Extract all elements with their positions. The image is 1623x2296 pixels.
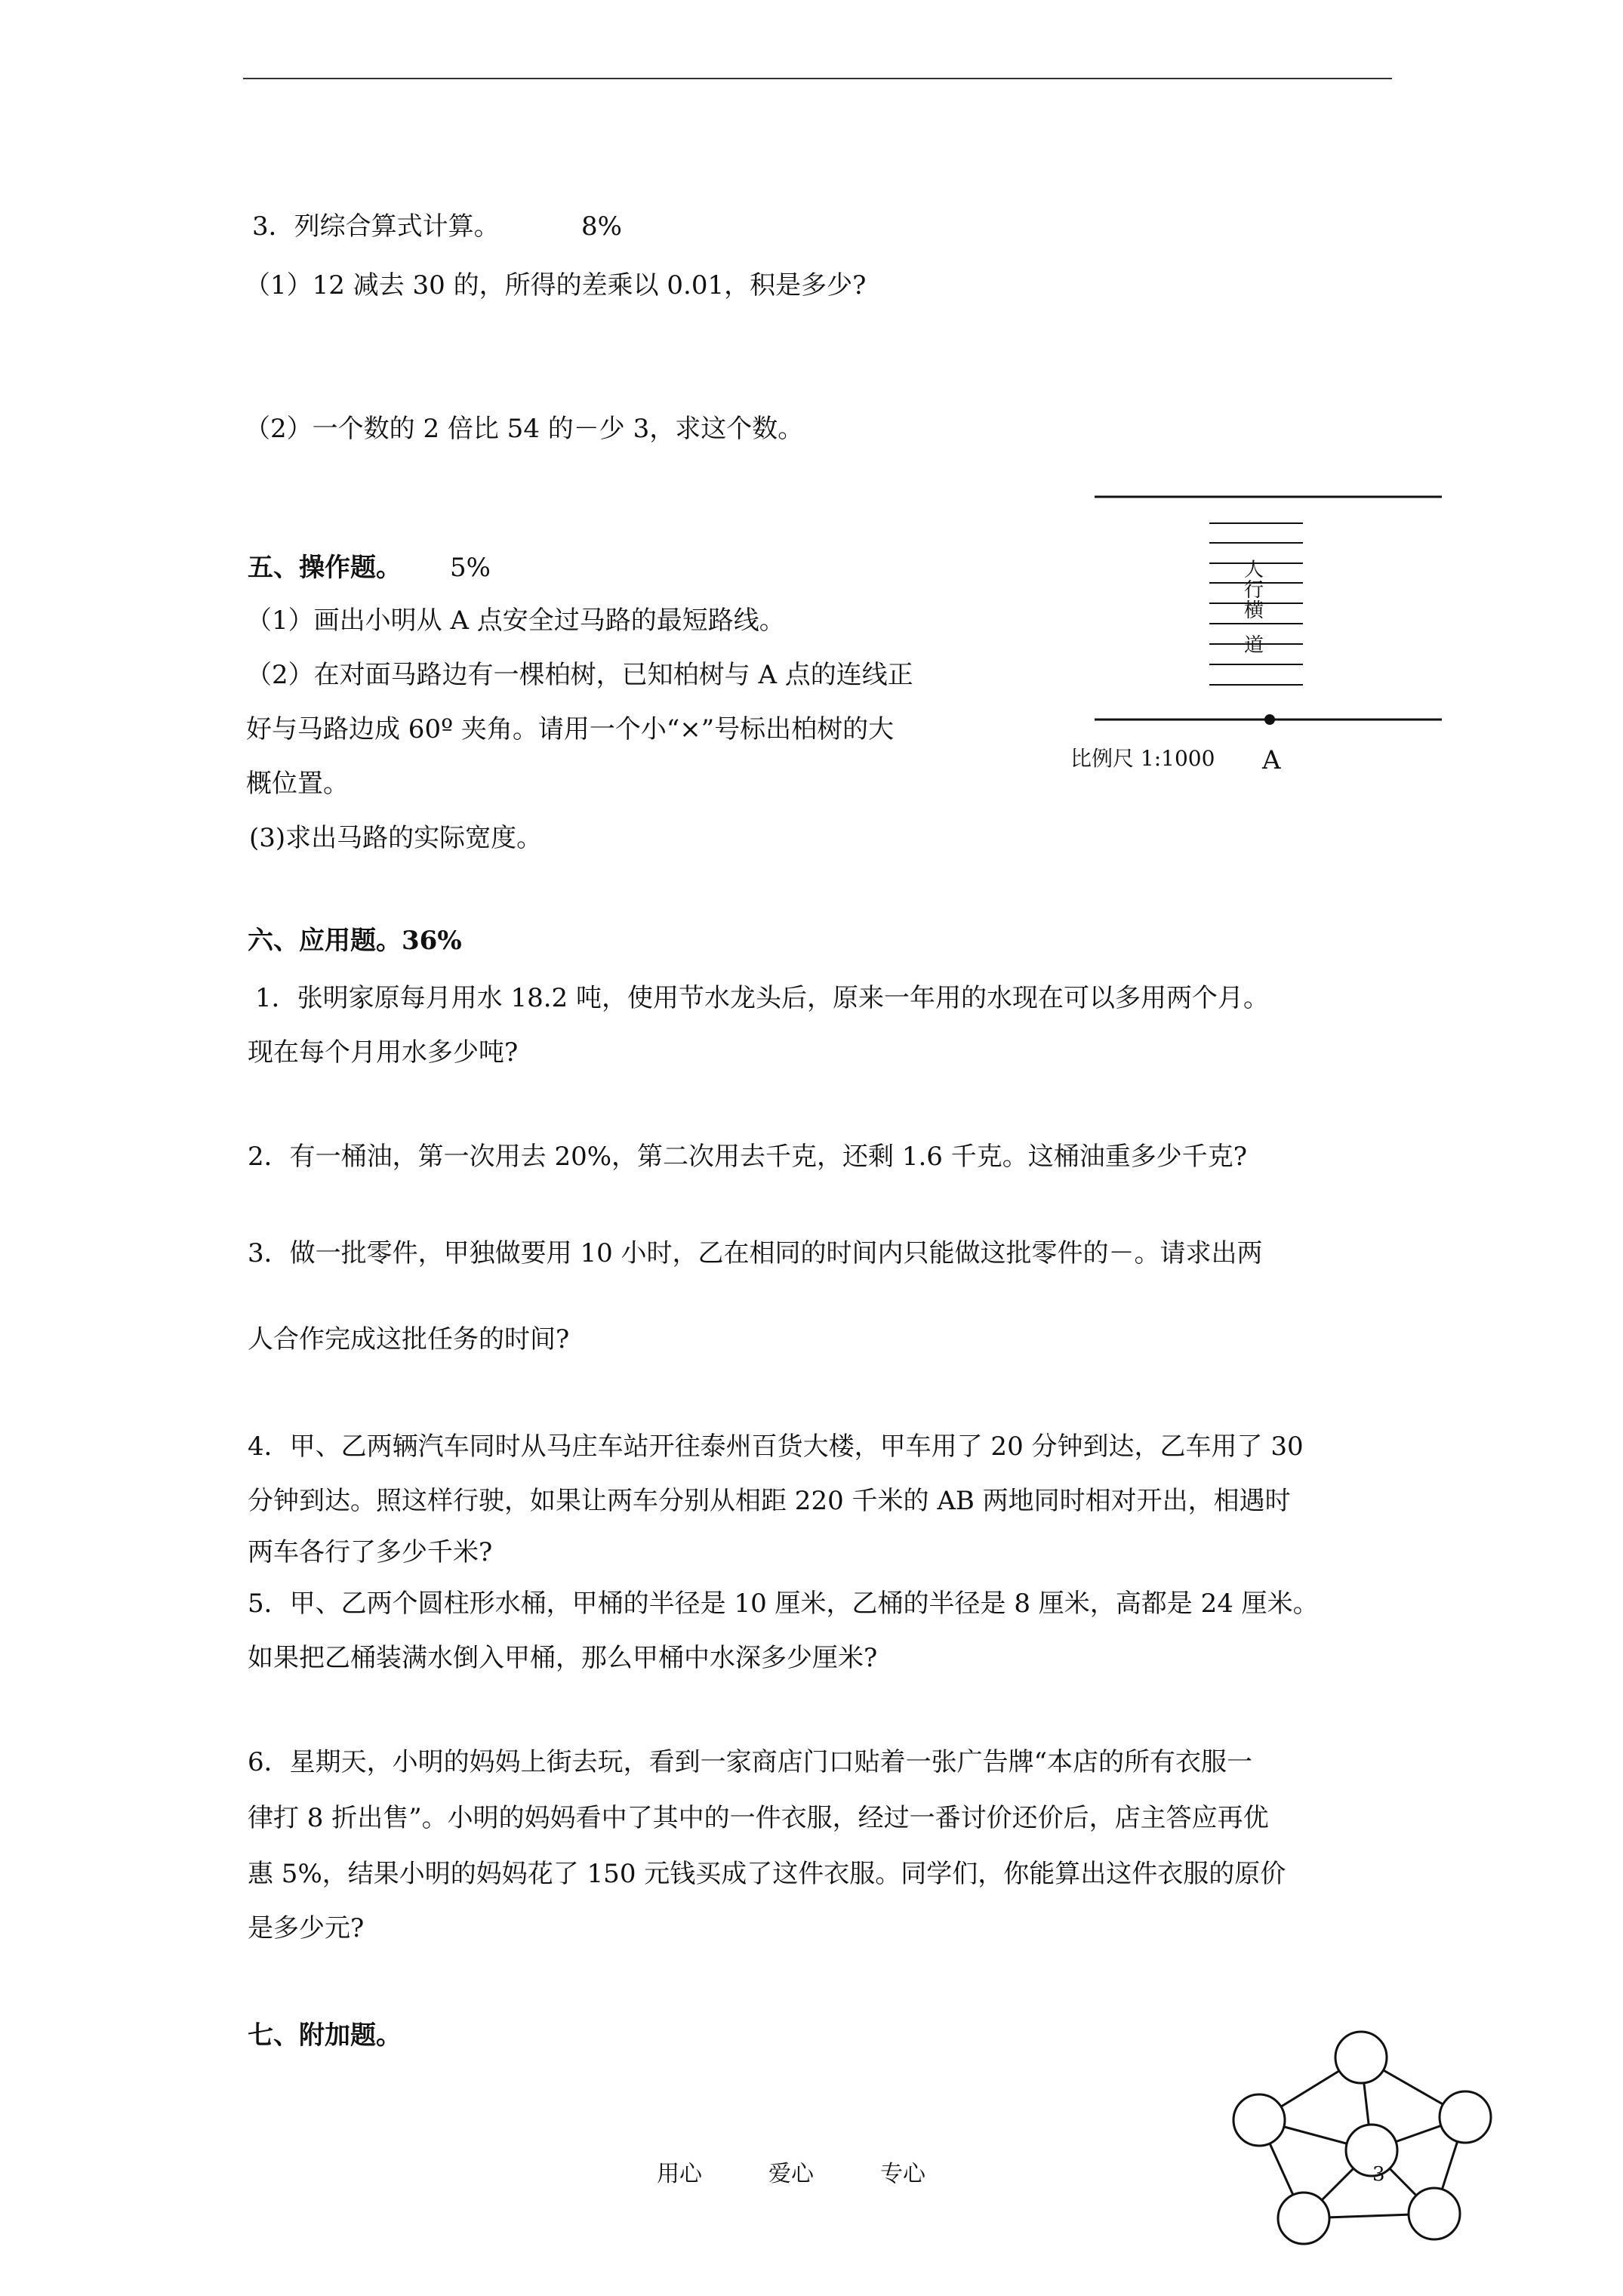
graph-node: [1409, 2188, 1460, 2239]
graph-node: [1335, 2032, 1387, 2083]
footer-word-2: 爱心: [768, 2161, 814, 2187]
problem-5-line-2: 如果把乙桶装满水倒入甲桶，那么甲桶中水深多少厘米?: [248, 1643, 878, 1673]
scale-label: 比例尺 1:1000: [1070, 746, 1215, 771]
footer-word-1: 用心: [657, 2161, 702, 2187]
crosswalk-char-3: 横: [1244, 599, 1264, 622]
problem-5-line-1: 5．甲、乙两个圆柱形水桶，甲桶的半径是 10 厘米，乙桶的半径是 8 厘米，高都是 24 厘米。: [248, 1589, 1319, 1619]
footer-word-3: 专心: [880, 2161, 925, 2187]
problem-6-line-2: 律打 8 折出售”。小明的妈妈看中了其中的一件衣服，经过一番讨价还价后，店主答应再优: [248, 1803, 1269, 1833]
problem-6-line-1: 6．星期天，小明的妈妈上街去玩，看到一家商店门口贴着一张广告牌“本店的所有衣服一: [248, 1747, 1253, 1777]
problem-2: 2．有一桶油，第一次用去 20%，第二次用去千克，还剩 1.6 千克。这桶油重多少千克?: [248, 1142, 1247, 1172]
problem-6-line-3: 惠 5%，结果小明的妈妈花了 150 元钱买成了这件衣服。同学们，你能算出这件衣服的原价: [248, 1859, 1286, 1889]
page-number: 3: [1372, 2163, 1385, 2186]
section-3-question-2: （2）一个数的 2 倍比 54 的－少 3，求这个数。: [245, 414, 804, 444]
crosswalk-char-1: 人: [1244, 559, 1264, 581]
section-5-title: 五、操作题。: [248, 553, 402, 583]
problem-4-line-3: 两车各行了多少千米?: [248, 1537, 493, 1567]
section-5-score: 5%: [450, 553, 491, 583]
section-6-title: 六、应用题。36%: [248, 926, 462, 956]
point-a-label: A: [1262, 745, 1281, 775]
section-5-question-3: (3)求出马路的实际宽度。: [249, 823, 543, 853]
section-7-title: 七、附加题。: [248, 2020, 402, 2051]
problem-4-line-1: 4．甲、乙两辆汽车同时从马庄车站开往泰州百货大楼，甲车用了 20 分钟到达，乙车用了 30: [248, 1432, 1304, 1462]
section-5-question-2-line-1: （2）在对面马路边有一棵柏树，已知柏树与 A 点的连线正: [246, 660, 913, 690]
section-3-title: 3．列综合算式计算。: [252, 211, 500, 242]
crosswalk-char-4: 道: [1244, 634, 1264, 657]
section-3-score: 8%: [581, 211, 622, 242]
section-5-question-1: （1）画出小明从 A 点安全过马路的最短路线。: [246, 606, 785, 636]
graph-node: [1346, 2125, 1397, 2176]
section-5-question-2-line-2: 好与马路边成 60º 夹角。请用一个小“×”号标出柏树的大: [246, 714, 895, 744]
crosswalk-char-2: 行: [1244, 579, 1264, 602]
problem-1-line-1: 1．张明家原每月用水 18.2 吨，使用节水龙头后，原来一年用的水现在可以多用两个月。: [255, 983, 1269, 1013]
section-3-question-1: （1）12 减去 30 的，所得的差乘以 0.01，积是多少?: [245, 270, 867, 300]
problem-3-line-1: 3．做一批零件，甲独做要用 10 小时，乙在相同的时间内只能做这批零件的－。请求出两: [248, 1238, 1263, 1268]
graph-node: [1233, 2094, 1285, 2146]
problem-4-line-2: 分钟到达。照这样行驶，如果让两车分别从相距 220 千米的 AB 两地同时相对开出，相遇时: [248, 1486, 1291, 1516]
graph-node: [1440, 2091, 1491, 2143]
section-5-question-2-line-3: 概位置。: [246, 769, 349, 799]
problem-3-line-2: 人合作完成这批任务的时间?: [248, 1324, 570, 1354]
problem-1-line-2: 现在每个月用水多少吨?: [248, 1037, 519, 1068]
problem-6-line-4: 是多少元?: [248, 1913, 365, 1943]
point-a-marker: [1264, 714, 1275, 725]
graph-node: [1278, 2193, 1329, 2244]
